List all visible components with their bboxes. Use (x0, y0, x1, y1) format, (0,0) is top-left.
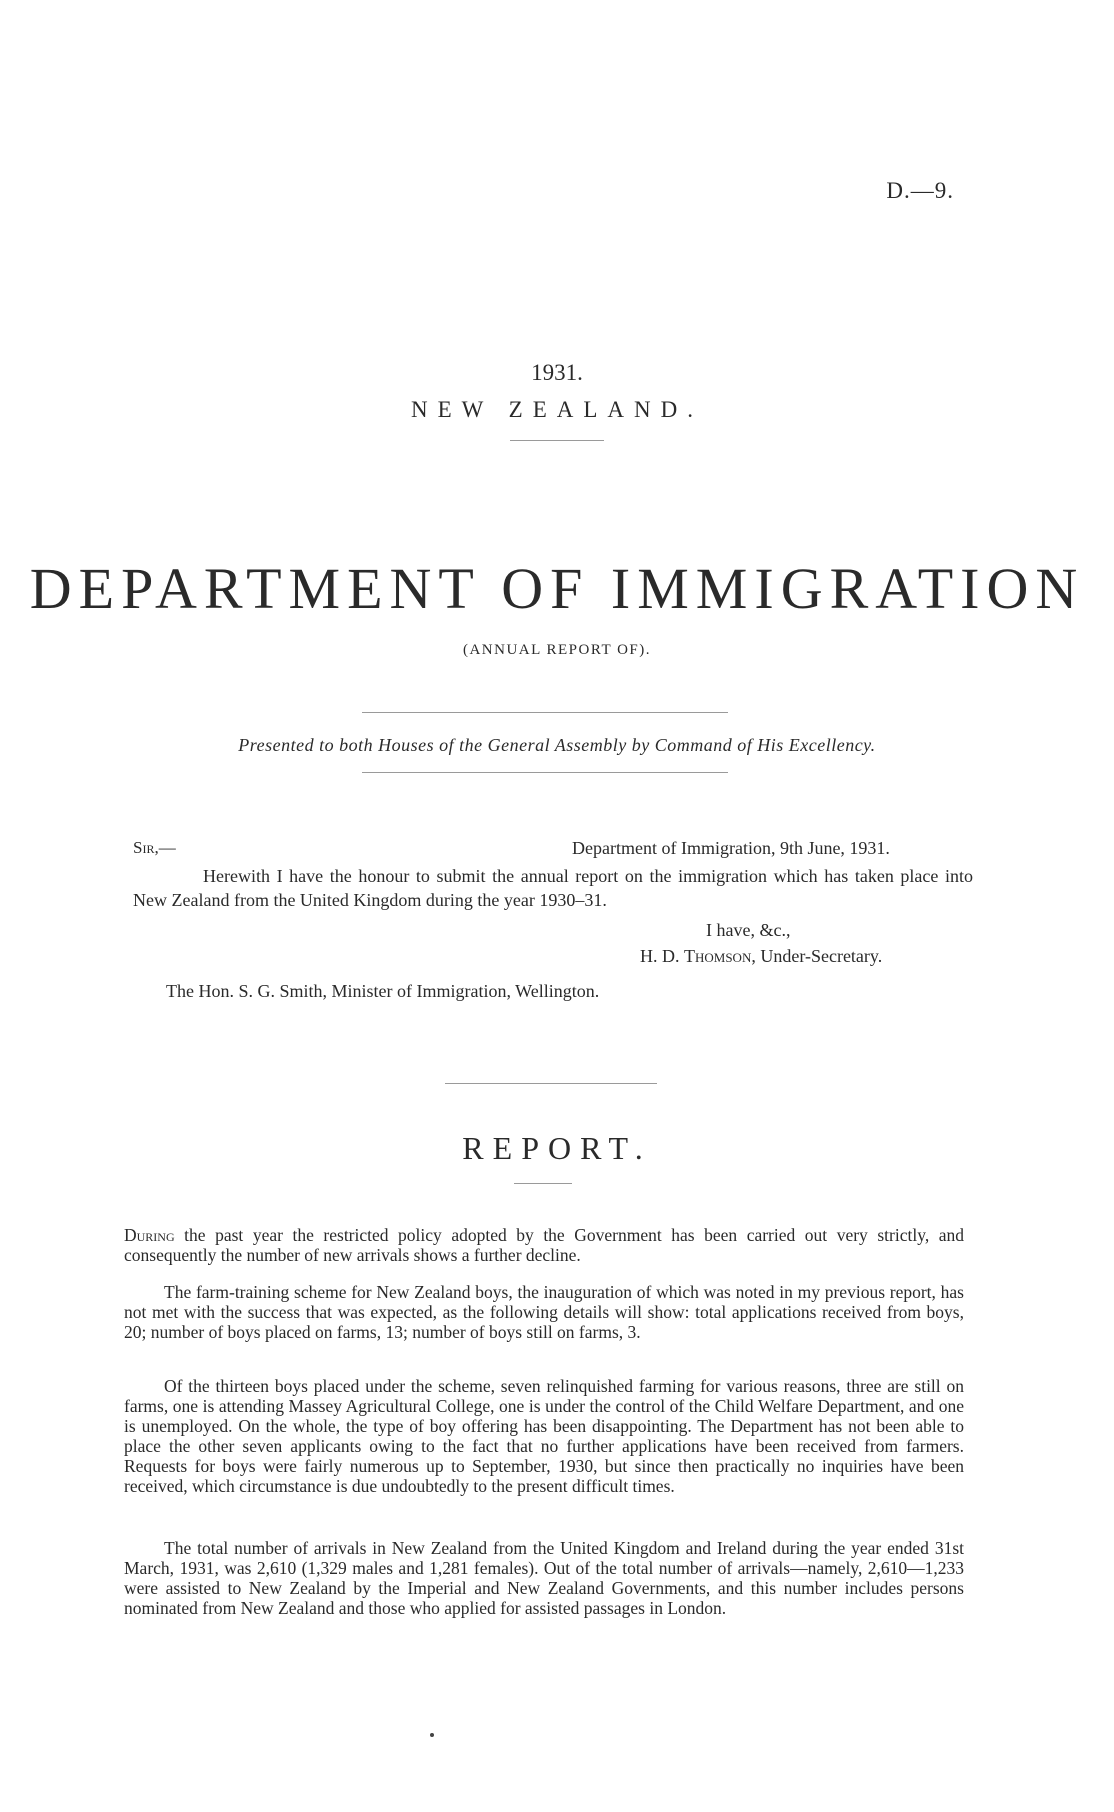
letter-salutation: Sir,— (133, 838, 176, 857)
report-heading: REPORT. (462, 1130, 652, 1166)
signature-name: Thomson (684, 946, 752, 966)
divider-rule (445, 1083, 657, 1084)
document-reference: D.—9. (886, 178, 954, 203)
paragraph-text: the past year the restricted policy adopted by the Government has been carried out very strictly, and consequently the number of new arrivals shows a further decline. (124, 1225, 964, 1265)
letter-addressee: The Hon. S. G. Smith, Minister of Immigration, Wellington. (166, 981, 600, 1001)
paragraph-lead: During (124, 1225, 175, 1245)
presented-line: Presented to both Houses of the General Assembly by Command of His Excellency. (238, 735, 876, 755)
report-paragraph: The total number of arrivals in New Zealand from the United Kingdom and Ireland during the year ended 31st March, 1931, was 2,610 (1,329 males and 1,281 females). Out of the total number of arrivals—namely, 2,610—1,233 were assisted to New Zealand by the Imperial and New Zealand Governments, and this number includes persons nominated from New Zealand and those who applied for assisted passages in London. (124, 1538, 964, 1618)
letter-body: Herewith I have the honour to submit the annual report on the immigration which has taken place into New Zealand from the United Kingdom during the year 1930–31. (133, 866, 973, 910)
document-subtitle: (ANNUAL REPORT OF). (462, 642, 652, 658)
divider-rule (510, 440, 604, 441)
divider-rule (362, 772, 728, 773)
signature-initials: H. D. (640, 946, 680, 966)
print-speck (430, 1733, 434, 1737)
letter-signature (640, 946, 882, 967)
signature-title: , Under-Secretary. (751, 946, 883, 966)
divider-rule (514, 1183, 572, 1184)
letter-dateline: Department of Immigration, 9th June, 1931. (572, 838, 890, 858)
report-paragraph: The farm-training scheme for New Zealand boys, the inauguration of which was noted in my previous report, has not met with the success that was expected, as the following details will show: total applications received from boys, 20; number of boys placed on farms, 13; number of boys still on farms, 3. (124, 1282, 964, 1342)
divider-rule (362, 712, 728, 713)
letter-closing: I have, &c., (706, 920, 791, 940)
report-year: 1931. (531, 360, 583, 385)
document-title: DEPARTMENT OF IMMIGRATION (29, 556, 1085, 621)
report-paragraph: Of the thirteen boys placed under the scheme, seven relinquished farming for various reasons, three are still on farms, one is attending Massey Agricultural College, one is under the control of the Child Welfare Department, and one is unemployed. On the whole, the type of boy offering has been disappointing. The Department has not been able to place the other seven applicants owing to the fact that no further applications have been received from farmers. Requests for boys were fairly numerous up to September, 1930, but since then practically no inquiries have been received, which circumstance is due undoubtedly to the present difficult times. (124, 1376, 964, 1496)
report-paragraph (124, 1225, 964, 1265)
country-name: NEW ZEALAND. (410, 397, 704, 422)
